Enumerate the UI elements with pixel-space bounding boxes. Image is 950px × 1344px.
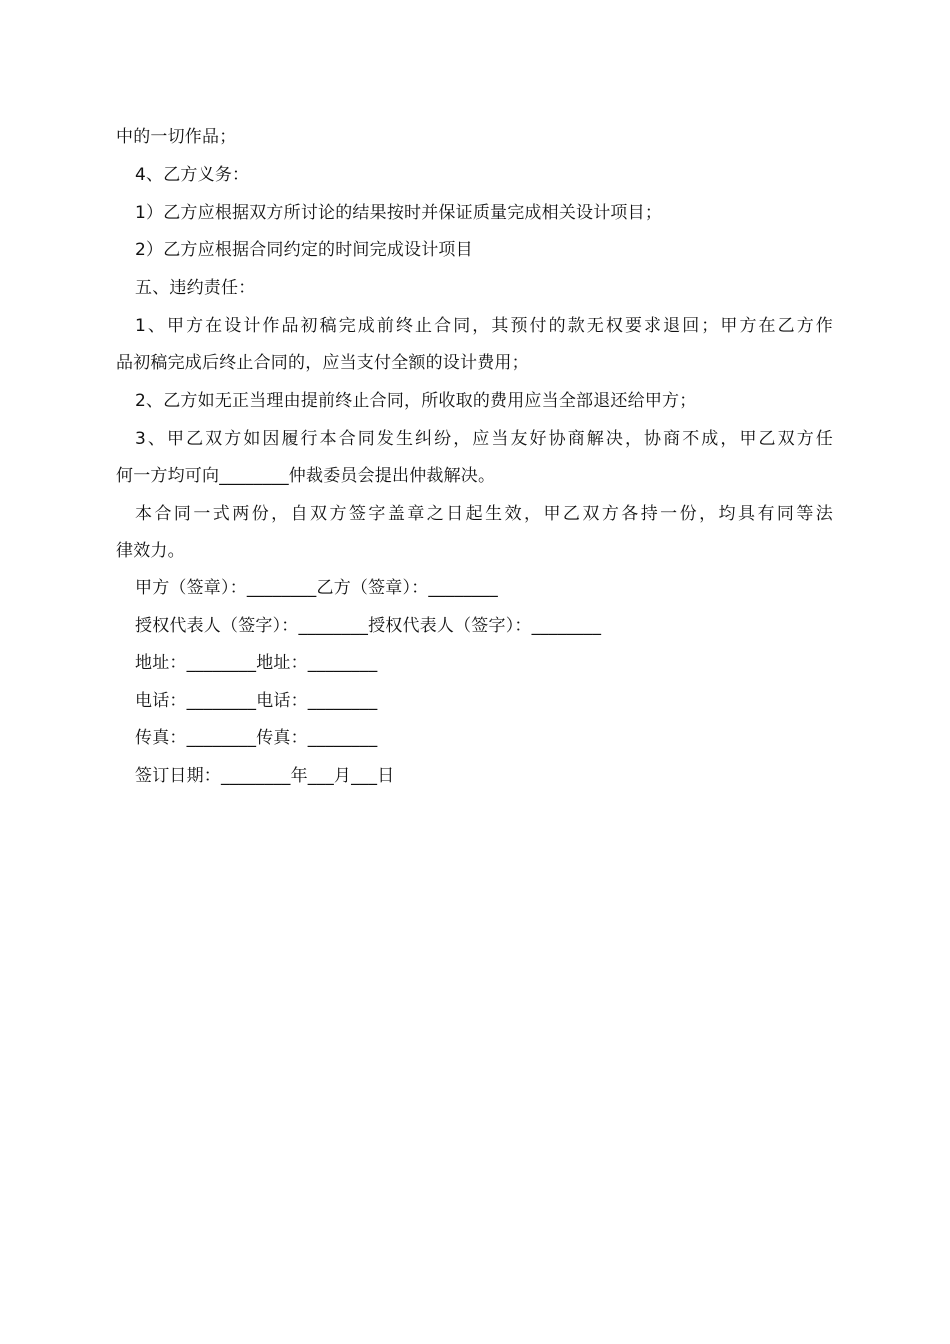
address-fields: 地址：________地址：________ — [135, 653, 378, 673]
clause-text-line: 2）乙方应根据合同约定的时间完成设计项目 — [135, 240, 473, 260]
clause-text-line: 1、甲方在设计作品初稿完成前终止合同，其预付的款无权要求退回；甲方在乙方作 — [135, 316, 833, 336]
clause-text-line: 3、甲乙双方如因履行本合同发生纠纷，应当友好协商解决，协商不成，甲乙双方任 — [135, 429, 833, 449]
party-signature-fields: 甲方（签章）：________乙方（签章）：________ — [135, 578, 498, 598]
clause-text-line: 品初稿完成后终止合同的，应当支付全额的设计费用； — [116, 353, 529, 373]
clause-text-line: 律效力。 — [116, 541, 185, 561]
phone-fields: 电话：________电话：________ — [135, 691, 378, 711]
clause-text-line: 1）乙方应根据双方所讨论的结果按时并保证质量完成相关设计项目； — [135, 203, 663, 223]
signing-date-field: 签订日期：________年___月___日 — [135, 766, 395, 786]
clause-text-line: 本合同一式两份，自双方签字盖章之日起生效，甲乙双方各持一份，均具有同等法 — [135, 504, 833, 524]
fax-fields: 传真：________传真：________ — [135, 728, 378, 748]
section-heading-breach-liability: 五、违约责任： — [135, 278, 256, 298]
clause-text-line: 何一方均可向________仲裁委员会提出仲裁解决。 — [116, 466, 496, 486]
clause-text-line: 2、乙方如无正当理由提前终止合同，所收取的费用应当全部退还给甲方； — [135, 391, 697, 411]
representative-signature-fields: 授权代表人（签字）：________授权代表人（签字）：________ — [135, 616, 602, 636]
clause-heading-party-b-obligations: 4、乙方义务： — [135, 165, 250, 185]
clause-text-line: 中的一切作品； — [116, 127, 237, 147]
